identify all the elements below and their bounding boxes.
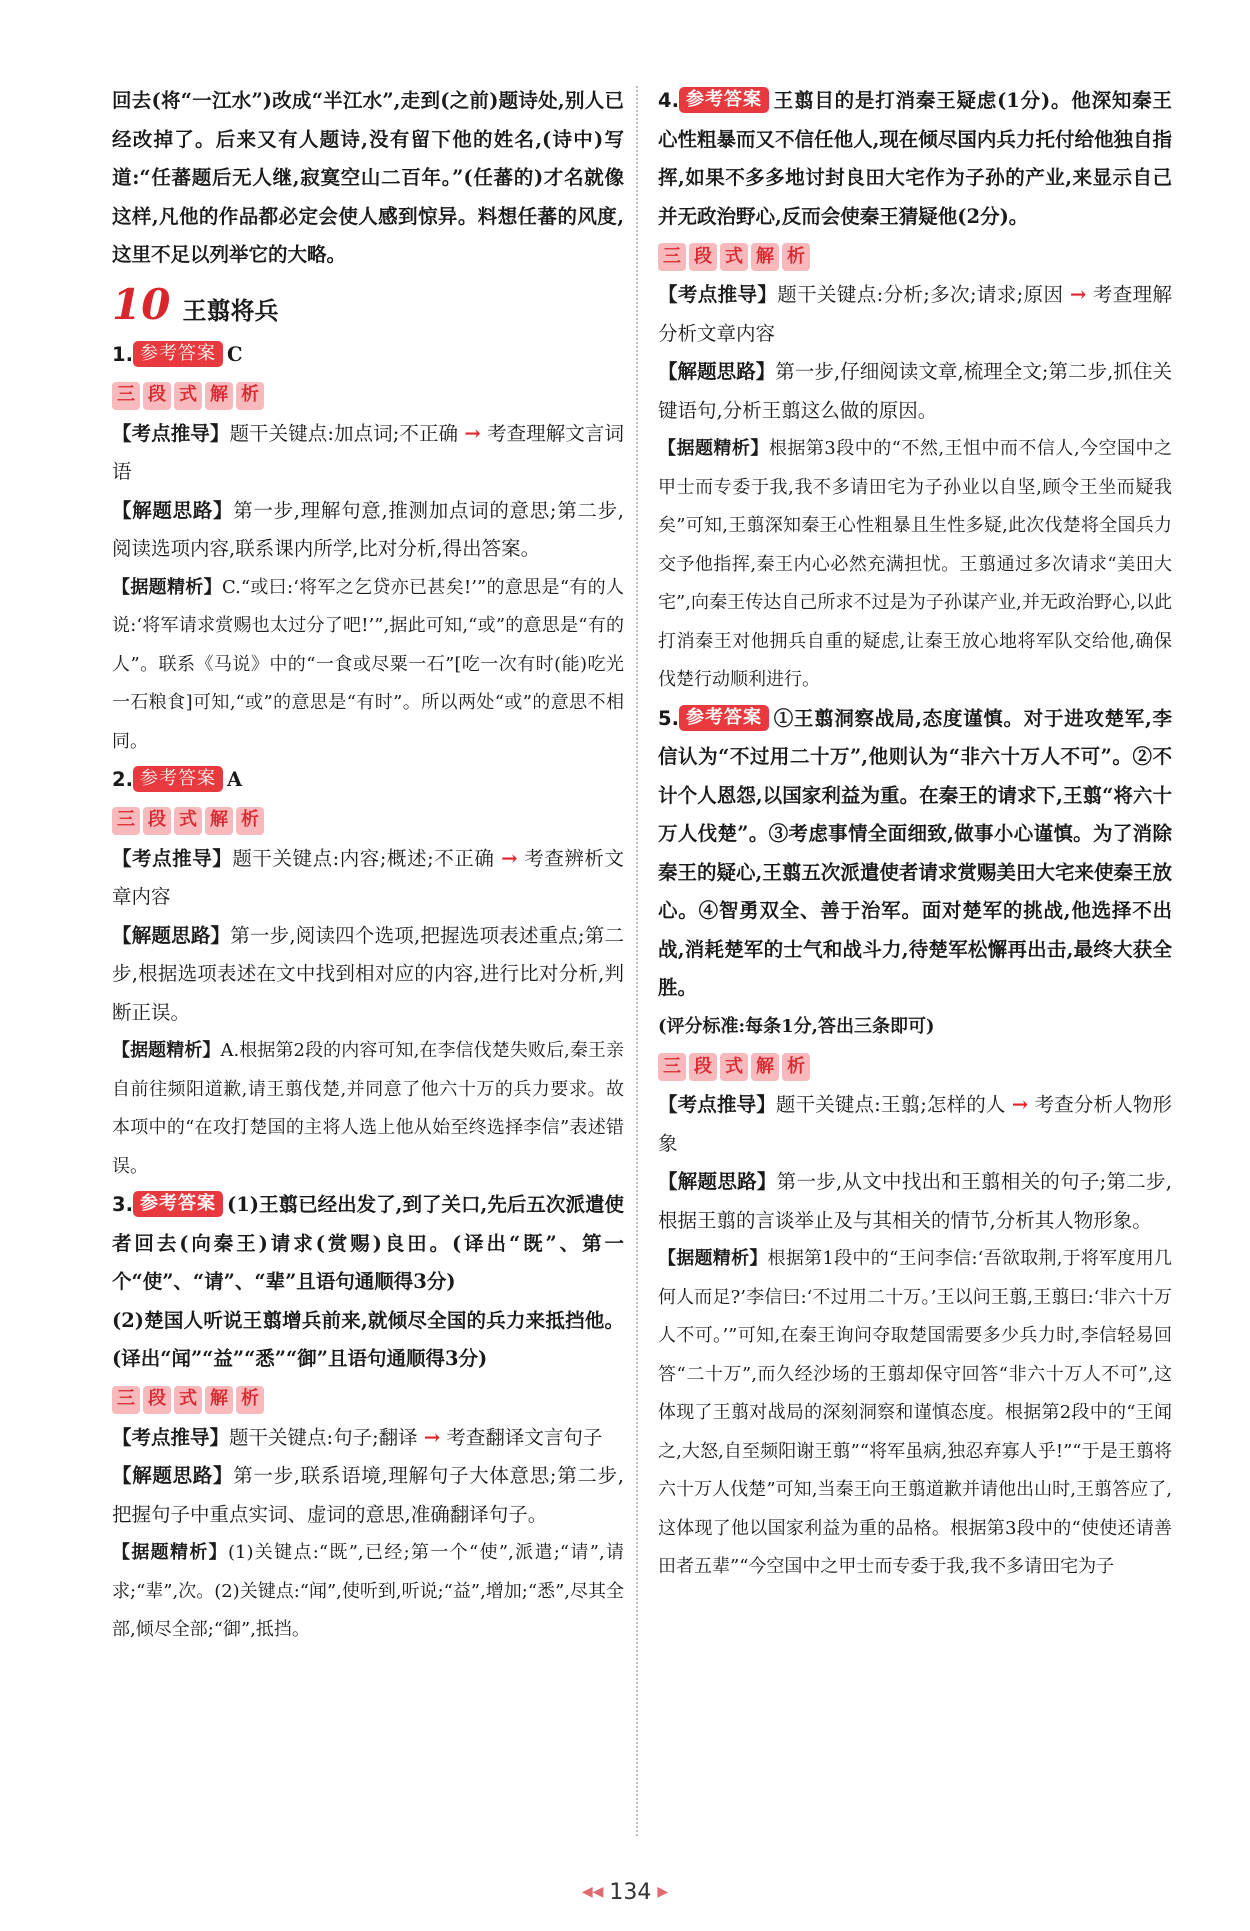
banner-char: 三 — [112, 382, 140, 410]
banner-char: 三 — [112, 1386, 140, 1414]
question-number: 2. — [112, 768, 133, 791]
question-5 — [658, 700, 1172, 1587]
answer-text-1: (1)王翦已经出发了,到了关口,先后五次派遣使者回去(向秦王)请求(赏赐)良田。(译出“既”、第一个“使”、“请”、“辈”且语句通顺得3分) — [112, 1193, 624, 1293]
question-1 — [112, 336, 624, 761]
banner-char: 析 — [236, 382, 264, 410]
answer-text: 王翦目的是打消秦王疑虑(1分)。他深知秦王心性粗暴而又不信任他人,现在倾尽国内兵力托付给他独自指挥,如果不多多地讨封良田大宅作为子孙的产业,来显示自己并无政治野心,反而会使秦王猜疑他(2分)。 — [658, 89, 1172, 228]
banner-char: 式 — [174, 807, 202, 835]
kaodian-label: 【考点推导】 — [658, 283, 778, 306]
arrow-icon: → — [423, 1425, 441, 1449]
answer-text: C — [226, 343, 243, 366]
answer-text-2: (2)楚国人听说王翦增兵前来,就倾尽全国的兵力来抵挡他。(译出“闻”“益”“悉”“御”且语句通顺得3分) — [112, 1308, 624, 1370]
banner-char: 段 — [143, 1386, 171, 1414]
answer-text: ①王翦洞察战局,态度谨慎。对于进攻楚军,李信认为“不过用二十万”,他则认为“非六十万人不可”。②不计个人恩怨,以国家利益为重。在秦王的请求下,王翦“将六十万人伐楚”。③考虑事情全面细致,做事小心谨慎。为了消除秦王的疑心,王翦五次派遣使者请求赏赐美田大宅来使秦王放心。④智勇双全、善于治军。面对楚军的挑战,他选择不出战,消耗楚军的士气和战斗力,待楚军松懈再出击,最终大获全胜。 — [658, 706, 1172, 999]
question-number: 4. — [658, 89, 679, 112]
banner-char: 解 — [751, 243, 779, 271]
banner-char: 段 — [689, 1053, 717, 1081]
jingxi-label: 【据题精析】 — [658, 1248, 768, 1269]
answer-tag: 参考答案 — [679, 87, 769, 113]
column-divider — [636, 86, 638, 1836]
jieti-label: 【解题思路】 — [658, 360, 776, 383]
scoring-standard: (评分标准:每条1分,答出三条即可) — [658, 1015, 935, 1037]
banner-char: 解 — [205, 807, 233, 835]
answer-tag: 参考答案 — [133, 1191, 223, 1217]
jieti-text: 第一步,联系语境,理解句子大体意思;第二步,把握句子中重点实词、虚词的意思,准确翻译句子。 — [112, 1464, 624, 1526]
question-3 — [112, 1186, 624, 1650]
jieti-text: 第一步,理解句意,推测加点词的意思;第二步,阅读选项内容,联系课内所学,比对分析,得出答案。 — [112, 498, 624, 560]
answer-tag: 参考答案 — [679, 705, 769, 731]
question-number: 3. — [112, 1193, 133, 1216]
kaodian-text: 题干关键点:内容;概述;不正确 — [232, 846, 495, 870]
three-step-analysis-banner — [658, 242, 1172, 272]
banner-char: 段 — [143, 382, 171, 410]
banner-char: 段 — [143, 807, 171, 835]
banner-char: 析 — [782, 1053, 810, 1081]
kaodian-text: 题干关键点:分析;多次;请求;原因 — [777, 283, 1064, 306]
kaodian-result: 考查理解文言词语 — [112, 421, 624, 483]
three-step-analysis-banner — [658, 1052, 1172, 1082]
banner-char: 析 — [236, 807, 264, 835]
jingxi-label: 【据题精析】 — [658, 438, 769, 459]
kaodian-label: 【考点推导】 — [112, 1425, 230, 1449]
kaodian-label: 【考点推导】 — [112, 846, 233, 870]
banner-char: 析 — [236, 1386, 264, 1414]
banner-char: 式 — [720, 1053, 748, 1081]
banner-char: 式 — [720, 243, 748, 271]
kaodian-result: 考查辨析文章内容 — [112, 846, 624, 908]
banner-char: 式 — [174, 1386, 202, 1414]
question-number: 5. — [658, 706, 679, 730]
kaodian-text: 题干关键点:句子;翻译 — [229, 1425, 418, 1449]
arrow-icon: → — [1011, 1093, 1029, 1116]
jieti-label: 【解题思路】 — [112, 1464, 234, 1487]
banner-char: 式 — [174, 382, 202, 410]
jingxi-text: 根据第3段中的“不然,王怚中而不信人,今空国中之甲士而专委于我,我不多请田宅为子孙业以自坚,顾令王坐而疑我矣”可知,王翦深知秦王心性粗暴且生性多疑,此次伐楚将全国兵力交予他指挥,秦王内心必然充满担忧。王翦通过多次请求“美田大宅”,向秦王传达自己所求不过是为子孙谋产业,并无政治野心,以此打消秦王对他拥兵自重的疑虑,让秦王放心地将军队交给他,确保伐楚行动顺利进行。 — [658, 438, 1172, 690]
banner-char: 段 — [689, 243, 717, 271]
kaodian-result: 考查理解分析文章内容 — [658, 283, 1172, 345]
banner-char: 三 — [658, 1053, 686, 1081]
page-number: 134 — [609, 1880, 652, 1905]
jingxi-text: A.根据第2段的内容可知,在李信伐楚失败后,秦王亲自前往频阳道歉,请王翦伐楚,并同意了他六十万的兵力要求。故本项中的“在攻打楚国的主将人选上他从始至终选择李信”表述错误。 — [112, 1040, 624, 1177]
left-triangle-icon: ◀◀ — [581, 1884, 604, 1900]
banner-char: 析 — [782, 243, 810, 271]
jingxi-label: 【据题精析】 — [112, 576, 222, 598]
translation-continuation: 回去(将“一江水”)改成“半江水”,走到(之前)题诗处,别人已经改掉了。后来又有人题诗,没有留下他的姓名,(诗中)写道:“任蕃题后无人继,寂寞空山二百年。”(任蕃的)才名就像这样,凡他的作品都必定会使人感到惊异。料想任蕃的风度,这里不足以列举它的大略。 — [112, 89, 624, 266]
jingxi-label: 【据题精析】 — [112, 1542, 228, 1563]
kaodian-result: 考查分析人物形象 — [658, 1093, 1173, 1155]
answer-tag: 参考答案 — [133, 766, 223, 792]
page-footer — [0, 1880, 1250, 1905]
question-4 — [658, 82, 1172, 700]
kaodian-label: 【考点推导】 — [112, 421, 230, 445]
three-step-analysis-banner — [112, 381, 624, 411]
banner-char: 解 — [205, 1386, 233, 1414]
arrow-icon: → — [1069, 283, 1087, 306]
kaodian-label: 【考点推导】 — [658, 1093, 776, 1116]
jingxi-label: 【据题精析】 — [112, 1040, 221, 1061]
arrow-icon: → — [464, 421, 481, 445]
jieti-text: 第一步,从文中找出和王翦相关的句子;第二步,根据王翦的言谈举止及与其相关的情节,分析其人物形象。 — [658, 1170, 1172, 1232]
kaodian-result: 考查翻译文言句子 — [446, 1425, 603, 1449]
arrow-icon: → — [501, 846, 518, 870]
jieti-label: 【解题思路】 — [112, 923, 231, 947]
banner-char: 三 — [112, 807, 140, 835]
right-triangle-icon: ▶ — [657, 1884, 669, 1900]
jieti-text: 第一步,仔细阅读文章,梳理全文;第二步,抓住关键语句,分析王翦这么做的原因。 — [658, 360, 1172, 422]
answer-tag: 参考答案 — [133, 341, 223, 367]
jieti-text: 第一步,阅读四个选项,把握选项表述重点;第二步,根据选项表述在文中找到相对应的内容,进行比对分析,判断正误。 — [112, 923, 624, 1024]
section-title: 王翦将兵 — [182, 296, 279, 325]
section-number: 10 — [112, 279, 171, 329]
kaodian-text: 题干关键点:王翦;怎样的人 — [775, 1093, 1006, 1116]
banner-char: 三 — [658, 243, 686, 271]
answer-text: A — [226, 768, 243, 791]
jingxi-text: C.“或曰:‘将军之乞贷亦已甚矣!’”的意思是“有的人说:‘将军请求赏赐也太过分了吧!’”,据此可知,“或”的意思是“有的人”。联系《马说》中的“一食或尽粟一石”[吃一次有时(能)吃光一石粮食]可知,“或”的意思是“有时”。所以两处“或”的意思不相同。 — [112, 576, 625, 752]
left-column — [112, 82, 624, 1650]
jingxi-text: (1)关键点:“既”,已经;第一个“使”,派遣;“请”,请求;“辈”,次。(2)关键点:“闻”,使听到,听说;“益”,增加;“悉”,尽其全部,倾尽全部;“御”,抵挡。 — [112, 1542, 624, 1640]
three-step-analysis-banner — [112, 806, 624, 836]
question-2 — [112, 761, 624, 1186]
question-number: 1. — [112, 343, 133, 366]
jieti-label: 【解题思路】 — [112, 498, 234, 522]
section-heading — [112, 279, 624, 331]
three-step-analysis-banner — [112, 1385, 624, 1415]
right-column — [658, 82, 1172, 1587]
jieti-label: 【解题思路】 — [658, 1170, 777, 1193]
banner-char: 解 — [205, 382, 233, 410]
banner-char: 解 — [751, 1053, 779, 1081]
jingxi-text: 根据第1段中的“王问李信:‘吾欲取荆,于将军度用几何人而足?’李信曰:‘不过用二十万。’王以问王翦,王翦曰:‘非六十万人不可。’”可知,在秦王询问夺取楚国需要多少兵力时,李信轻易回答“二十万”,而久经沙场的王翦却保守回答“非六十万人不可”,这体现了王翦对战局的深刻洞察和谨慎态度。根据第2段中的“王闻之,大怒,自至频阳谢王翦”“将军虽病,独忍弃寡人乎!”“于是王翦将六十万人伐楚”可知,当秦王向王翦道歉并请他出山时,王翦答应了,这体现了他以国家利益为重的品格。根据第3段中的“使使还请善田者五辈”“今空国中之甲士而专委于我,我不多请田宅为子 — [658, 1248, 1172, 1577]
kaodian-text: 题干关键点:加点词;不正确 — [229, 421, 459, 445]
